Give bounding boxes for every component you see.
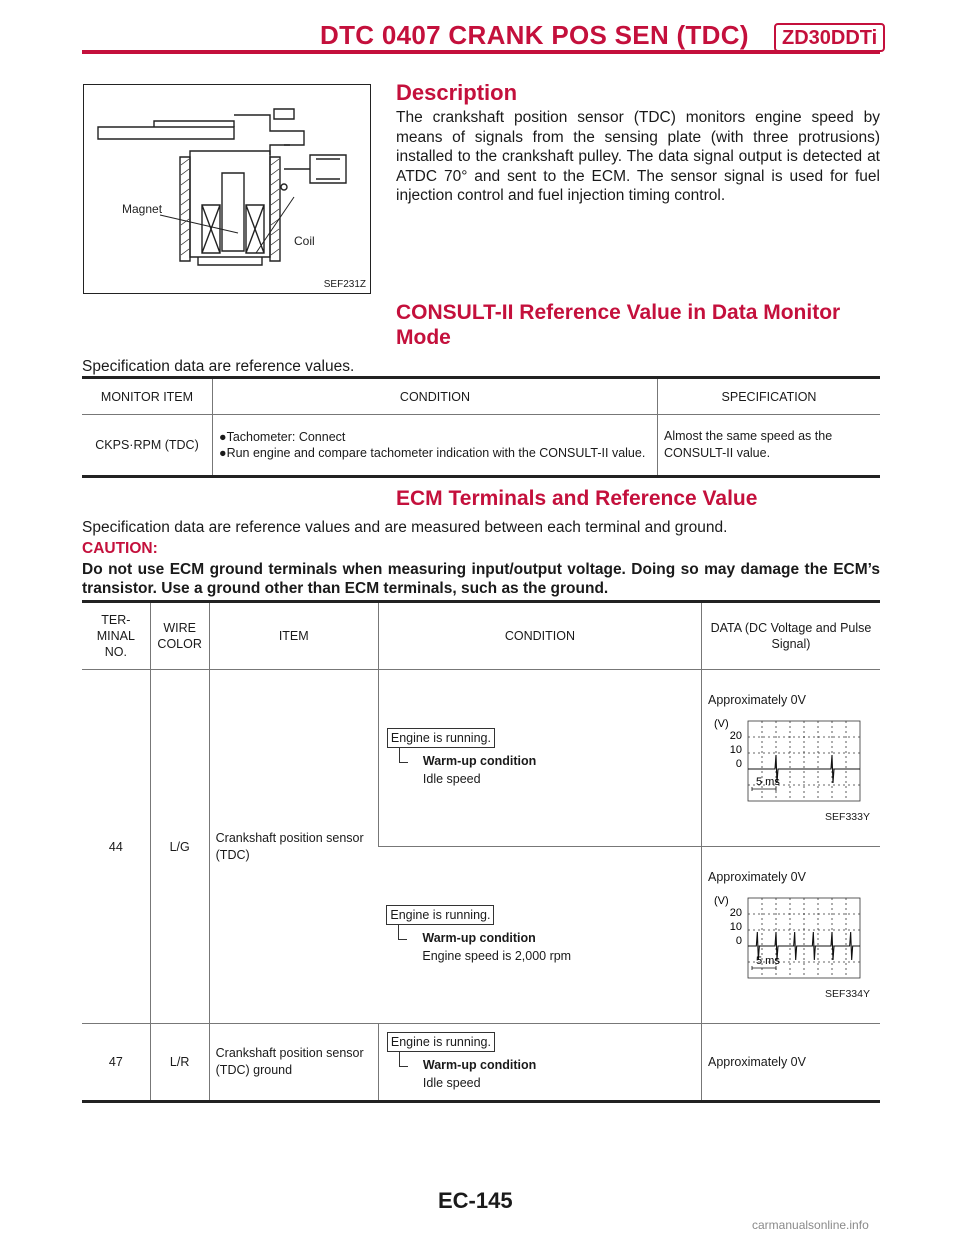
condition-cell: [378, 1024, 701, 1102]
sensor-drawing: [84, 85, 370, 293]
condition-bold: Warm-up condition: [422, 754, 537, 768]
condition-text: Idle speed: [422, 772, 481, 786]
col-condition: CONDITION: [378, 602, 701, 670]
terminal-number: 44: [82, 670, 150, 1024]
consult-reference-table: [82, 376, 880, 478]
bullet-icon: ●: [219, 430, 227, 444]
engine-model-badge: ZD30DDTi: [774, 23, 885, 52]
condition-text: Idle speed: [422, 1076, 481, 1090]
condition-cell: [213, 415, 658, 477]
scope-timebase: 5 ms: [756, 955, 780, 967]
condition-box: Engine is running.: [387, 728, 495, 748]
table-row: [82, 1024, 880, 1102]
condition-cell: [378, 670, 701, 847]
data-value: Approximately 0V: [708, 870, 806, 884]
data-value: Approximately 0V: [702, 1024, 881, 1102]
condition-cell: [378, 847, 701, 1024]
monitor-item: CKPS·RPM (TDC): [82, 415, 213, 477]
scope-tick: 10: [729, 744, 742, 756]
col-wire-color: WIRE COLOR: [150, 602, 209, 670]
scope-code: SEF333Y: [825, 811, 870, 823]
col-condition: CONDITION: [213, 378, 658, 415]
condition-bold: Warm-up condition: [422, 1058, 537, 1072]
wire-color: L/R: [150, 1024, 209, 1102]
scope-tick: 0: [735, 935, 742, 947]
bracket-icon: [399, 1052, 408, 1067]
oscilloscope-waveform: [714, 715, 874, 809]
item-name: Crankshaft position sensor (TDC) ground: [209, 1024, 378, 1102]
scope-tick: 20: [729, 730, 742, 742]
ecm-note: Specification data are reference values and are measured between each terminal and ground.: [82, 519, 728, 536]
data-cell: [702, 670, 881, 847]
page-number: EC-145: [438, 1188, 513, 1213]
page-section-title: DTC 0407 CRANK POS SEN (TDC): [320, 20, 749, 50]
consult-heading: CONSULT-II Reference Value in Data Monitor Mode: [396, 301, 841, 349]
specification-value: Almost the same speed as the CONSULT-II value.: [658, 415, 881, 477]
scope-code: SEF334Y: [825, 988, 870, 1000]
watermark: carmanualsonline.info: [752, 1218, 869, 1232]
bracket-icon: [399, 748, 408, 763]
condition-bold: Warm-up condition: [422, 931, 536, 945]
ecm-terminal-table: [82, 600, 880, 1103]
sensor-cross-section-figure: [83, 84, 371, 294]
ecm-heading: ECM Terminals and Reference Value: [396, 487, 758, 510]
wire-color: L/G: [150, 670, 209, 1024]
bracket-icon: [398, 925, 407, 940]
scope-unit: (V): [714, 895, 729, 907]
description-body: The crankshaft position sensor (TDC) monitors engine speed by means of signals from the sensing plate (with three protrusions) installed to the crankshaft pulley. The data signal output is detected at ATDC 70° and sent to the ECM. The sensor signal is used for fuel injection control and fuel injection timing control.: [396, 109, 880, 204]
description-heading: Description: [396, 80, 518, 105]
scope-unit: (V): [714, 718, 729, 730]
coil-label: Coil: [294, 234, 315, 248]
magnet-label: Magnet: [122, 202, 163, 216]
terminal-number: 47: [82, 1024, 150, 1102]
table-row: [82, 670, 880, 847]
col-terminal: TER-MINAL NO.: [82, 602, 150, 670]
oscilloscope-waveform: [714, 892, 874, 986]
scope-timebase: 5 ms: [756, 776, 780, 788]
item-name: Crankshaft position sensor (TDC): [209, 670, 378, 1024]
col-specification: SPECIFICATION: [658, 378, 881, 415]
scope-tick: 0: [735, 758, 742, 770]
scope-tick: 10: [729, 921, 742, 933]
condition-text: Engine speed is 2,000 rpm: [422, 949, 572, 963]
header-rule: [82, 50, 880, 54]
col-monitor-item: MONITOR ITEM: [82, 378, 213, 415]
col-data: DATA (DC Voltage and Pulse Signal): [702, 602, 881, 670]
bullet-icon: ●: [219, 446, 227, 460]
data-value: Approximately 0V: [708, 693, 806, 707]
caution-label: CAUTION:: [82, 540, 158, 557]
figure-code: SEF231Z: [323, 279, 366, 290]
condition-box: Engine is running.: [386, 905, 494, 925]
condition-box: Engine is running.: [387, 1032, 495, 1052]
col-item: ITEM: [209, 602, 378, 670]
condition-item: ●Run engine and compare tachometer indication with the CONSULT-II value.: [219, 446, 646, 460]
data-cell: [702, 847, 881, 1024]
consult-note: Specification data are reference values.: [82, 358, 355, 375]
scope-tick: 20: [729, 907, 742, 919]
caution-text: Do not use ECM ground terminals when measuring input/output voltage. Doing so may damage the ECM’s transistor. Use a ground other than ECM terminals, such as the ground.: [82, 561, 880, 597]
condition-item: ●Tachometer: Connect: [219, 430, 346, 444]
